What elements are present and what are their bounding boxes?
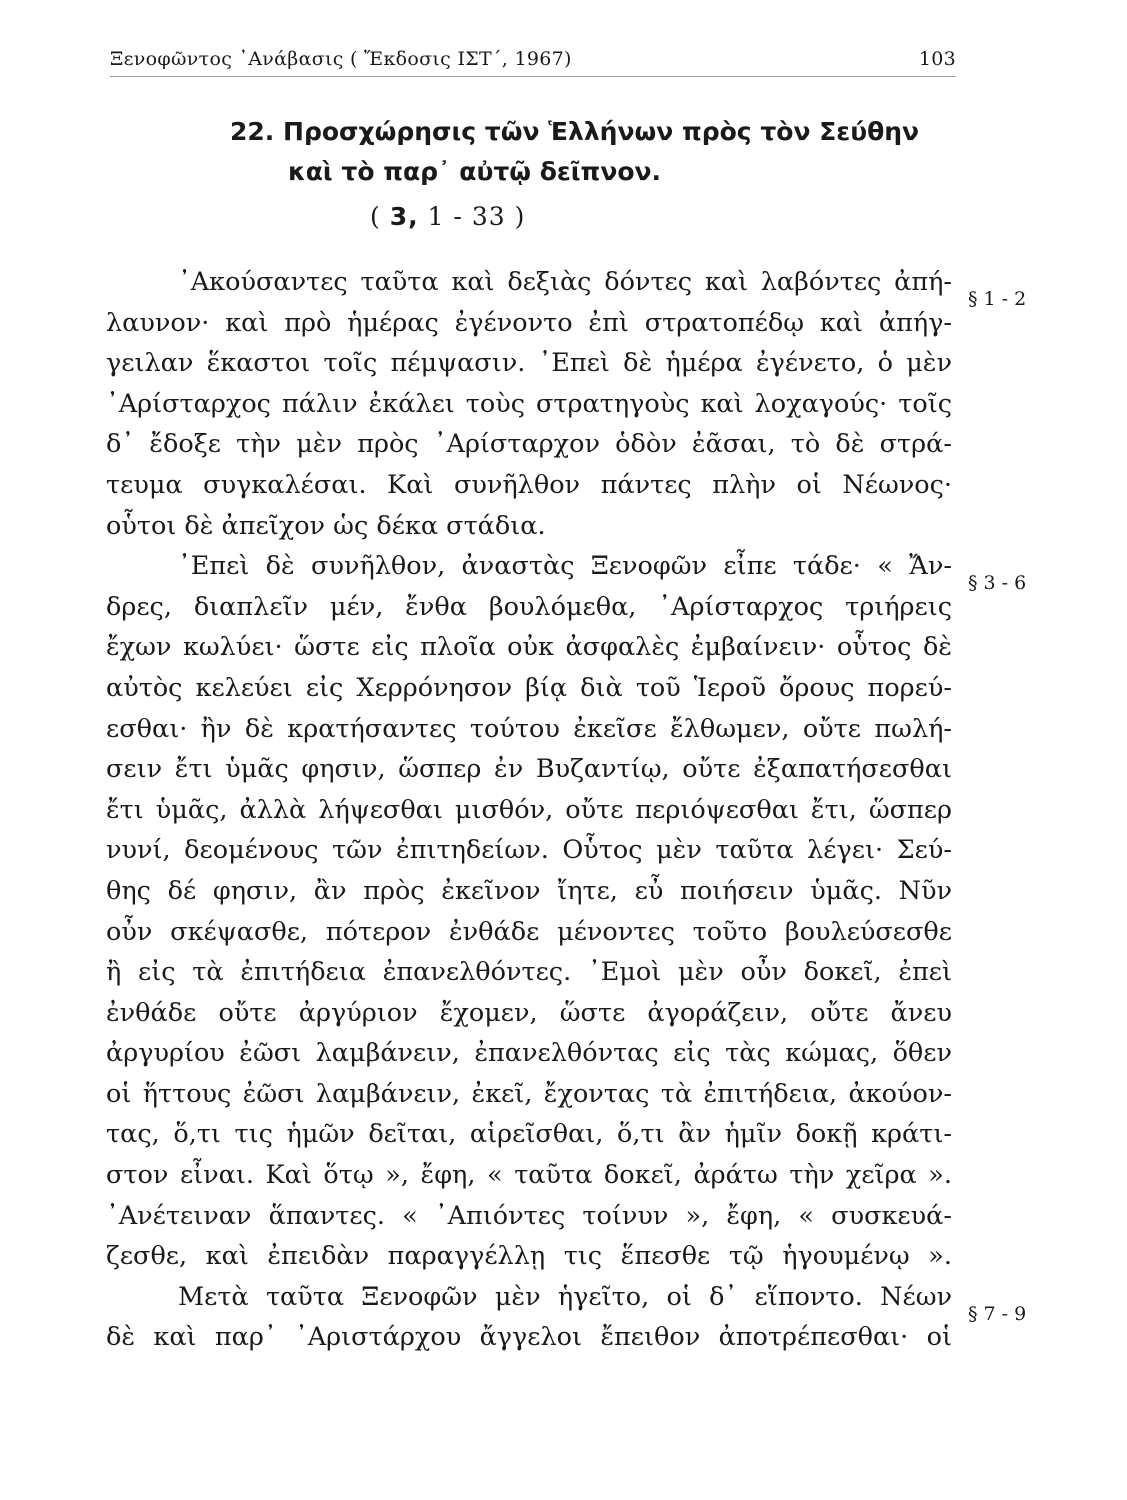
text-line: ἀργυρίου ἐῶσι λαμβάνειν, ἐπανελθόντας εἰς τὰς κώμας, ὅθεν	[106, 1038, 952, 1069]
text-line: ἐνθάδε οὔτε ἀργύριον ἔχομεν, ὥστε ἀγοράζειν, οὔτε ἄνευ	[106, 997, 952, 1028]
text-line: νυνί, δεομένους τῶν ἐπιτηδείων. Οὗτος μὲν ταῦτα λέγει· Σεύ-	[106, 835, 952, 866]
section-heading	[230, 112, 930, 192]
text-line: ζεσθε, καὶ ἐπειδὰν παραγγέλλῃ τις ἕπεσθε τῷ ἡγουμένῳ ».	[106, 1241, 952, 1272]
running-head	[110, 46, 956, 77]
body-text	[106, 262, 952, 1358]
reference-open: (	[370, 202, 381, 231]
text-line: στον εἶναι. Καὶ ὅτῳ », ἔφη, « ταῦτα δοκεῖ, ἀράτω τὴν χεῖρα ».	[106, 1160, 952, 1191]
text-line: οὖν σκέψασθε, πότερον ἐνθάδε μένοντες τοῦτο βουλεύσεσθε	[106, 916, 952, 947]
text-line: Μετὰ ταῦτα Ξενοφῶν μὲν ἡγεῖτο, οἱ δ᾿ εἵποντο. Νέων	[178, 1281, 952, 1312]
text-line: δ᾿ ἔδοξε τὴν μὲν πρὸς ᾿Αρίσταρχον ὁδὸν ἐᾶσαι, τὸ δὲ στρά-	[106, 429, 952, 460]
text-line: ἢ εἰς τὰ ἐπιτήδεια ἐπανελθόντες. ᾿Εμοὶ μὲν οὖν δοκεῖ, ἐπεὶ	[106, 957, 952, 988]
text-line: ᾿Ανέτειναν ἅπαντες. « ᾿Απιόντες τοίνυν », ἔφη, « συσκευά-	[106, 1200, 952, 1231]
text-line: δρες, διαπλεῖν μέν, ἔνθα βουλόμεθα, ᾿Αρίσταρχος τριήρεις	[106, 591, 952, 622]
text-line: τας, ὅ,τι τις ἡμῶν δεῖται, αἱρεῖσθαι, ὅ,τι ἂν ἡμῖν δοκῇ κράτι-	[106, 1119, 952, 1150]
text-line: ἔτι ὑμᾶς, ἀλλὰ λήψεσθαι μισθόν, οὔτε περιόψεσθαι ἔτι, ὥσπερ	[106, 794, 952, 825]
text-line: ᾿Ακούσαντες ταῦτα καὶ δεξιὰς δόντες καὶ λαβόντες ἀπή-	[178, 267, 952, 297]
text-line: γειλαν ἕκαστοι τοῖς πέμψασιν. ᾿Επεὶ δὲ ἡμέρα ἐγένετο, ὁ μὲν	[106, 348, 952, 379]
text-line: ᾿Αρίσταρχος πάλιν ἐκάλει τοὺς στρατηγοὺς καὶ λοχαγούς· τοῖς	[106, 388, 952, 419]
reference-chapter: 3,	[389, 202, 419, 231]
page-number: 103	[918, 48, 956, 70]
section-number: 22.	[230, 117, 275, 146]
margin-reference: § 7 - 9	[968, 1303, 1027, 1325]
text-line: εσθαι· ἢν δὲ κρατήσαντες τούτου ἐκεῖσε ἔλθωμεν, οὔτε πωλή-	[106, 713, 952, 744]
text-line: οὗτοι δὲ ἀπεῖχον ὡς δέκα στάδια.	[106, 510, 546, 541]
text-line: λαυνον· καὶ πρὸ ἡμέρας ἐγένοντο ἐπὶ στρατοπέδῳ καὶ ἀπήγ-	[106, 307, 952, 338]
text-line: δὲ καὶ παρ᾿ ᾿Αριστάρχου ἄγγελοι ἔπειθον ἀποτρέπεσθαι· οἱ	[106, 1322, 952, 1353]
text-line: οἱ ἥττους ἐῶσι λαμβάνειν, ἐκεῖ, ἔχοντας τὰ ἐπιτήδεια, ἀκούον-	[106, 1078, 952, 1109]
section-title-line1: Προσχώρησις τῶν Ἑλλήνων πρὸς τὸν Σεύθην	[283, 117, 920, 146]
text-line: τευμα συγκαλέσαι. Καὶ συνῆλθον πάντες πλὴν οἱ Νέωνος·	[106, 469, 952, 500]
text-line: θης δέ φησιν, ἂν πρὸς ἐκεῖνον ἴητε, εὖ ποιήσειν ὑμᾶς. Νῦν	[106, 875, 952, 906]
text-line: σειν ἔτι ὑμᾶς φησιν, ὥσπερ ἐν Βυζαντίῳ, οὔτε ἐξαπατήσεσθαι	[106, 754, 952, 785]
reference-range: 1 - 33 )	[427, 202, 526, 231]
text-line: ᾿Επεὶ δὲ συνῆλθον, ἀναστὰς Ξενοφῶν εἶπε τάδε· « Ἄν-	[178, 551, 952, 582]
text-line: ἔχων κωλύει· ὥστε εἰς πλοῖα οὐκ ἀσφαλὲς ἐμβαίνειν· οὗτος δὲ	[106, 632, 952, 663]
text-line: αὐτὸς κελεύει εἰς Χερρόνησον βίᾳ διὰ τοῦ Ἱεροῦ ὄρους πορεύ-	[106, 672, 952, 703]
section-title-line2: καὶ τὸ παρ᾿ αὐτῷ δεῖπνον.	[288, 157, 662, 186]
chapter-reference	[370, 202, 525, 231]
margin-reference: § 1 - 2	[968, 288, 1027, 310]
running-head-title: Ξενοφῶντος ᾿Ανάβασις ( Ἔκδοσις ΙΣΤ΄, 1967)	[110, 48, 572, 70]
margin-reference: § 3 - 6	[968, 572, 1027, 594]
